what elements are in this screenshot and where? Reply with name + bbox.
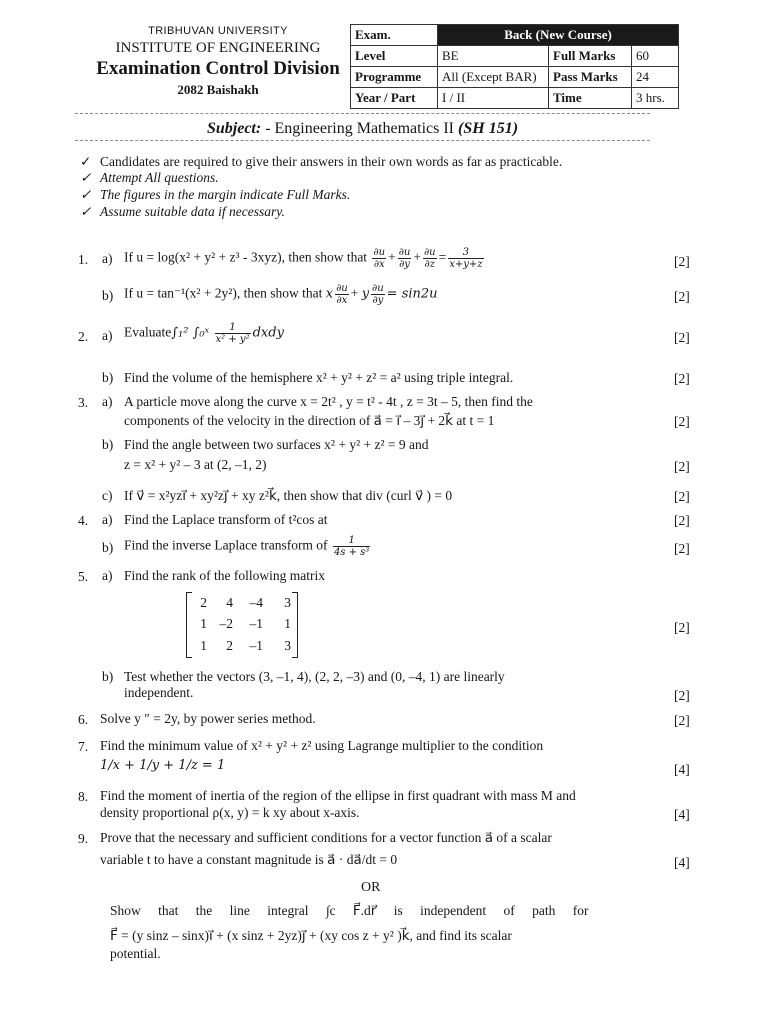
question-4a-marks: [2] xyxy=(674,513,690,528)
instruction-3: ✓ The figures in the margin indicate Full Marks. xyxy=(80,187,351,202)
question-4-number: 4. xyxy=(78,513,89,528)
question-7-line2: 1/x + 1/y + 1/z = 1 xyxy=(100,758,226,773)
question-5b-label: b) xyxy=(102,669,114,684)
matrix-row: 1 –2 –1 1 xyxy=(200,616,291,631)
exam-value: Back (New Course) xyxy=(438,25,679,46)
question-1-number: 1. xyxy=(78,252,89,267)
time-label: Time xyxy=(549,88,632,109)
matrix-row: 2 4 –4 3 xyxy=(200,595,291,610)
level-value: BE xyxy=(438,46,549,67)
question-8-line2: density proportional ρ(x, y) = k xy about x-axis. xyxy=(100,805,360,820)
question-6-marks: [2] xyxy=(674,713,690,728)
question-3b-label: b) xyxy=(102,437,114,452)
question-7-marks: [4] xyxy=(674,762,690,777)
question-3b-marks: [2] xyxy=(674,459,690,474)
question-2a-marks: [2] xyxy=(674,330,690,345)
question-8-line1: Find the moment of inertia of the region of the ellipse in first quadrant with mass M and xyxy=(100,788,576,803)
exam-session: 2082 Baishakh xyxy=(177,82,259,97)
question-3a-line1: A particle move along the curve x = 2t² , y = t² - 4t , z = 3t – 5, then find the xyxy=(124,394,533,409)
programme-label: Programme xyxy=(351,67,438,88)
question-9-line1: Prove that the necessary and sufficient conditions for a vector function a⃗ of a scalar xyxy=(100,830,552,845)
question-1b: If u = tan⁻¹(x² + 2y²), then show that x $\frac{\partial u}{\partial x}$ + y $\frac{\partial u}{\partial y}$ = sin2u xyxy=(124,283,438,306)
question-3a-line2: components of the velocity in the direction of a⃗ = i⃗ – 3j⃗ + 2k⃗ at t = 1 xyxy=(124,413,495,428)
question-9-number: 9. xyxy=(78,831,89,846)
divider-bottom xyxy=(75,140,650,141)
question-4b-marks: [2] xyxy=(674,541,690,556)
question-6: Solve y ″ = 2y, by power series method. xyxy=(100,711,316,726)
matrix-row: 1 2 –1 3 xyxy=(200,638,291,653)
question-2b-marks: [2] xyxy=(674,371,690,386)
rank-matrix xyxy=(186,592,298,658)
question-2-number: 2. xyxy=(78,329,89,344)
subject-name: - Engineering Mathematics II xyxy=(265,120,455,137)
level-label: Level xyxy=(351,46,438,67)
question-5b-line1: Test whether the vectors (3, –1, 4), (2, 2, –3) and (0, –4, 1) are linearly xyxy=(124,669,505,684)
question-3a-label: a) xyxy=(102,394,113,409)
question-2b-label: b) xyxy=(102,370,114,385)
question-3a-marks: [2] xyxy=(674,414,690,429)
question-5b-marks: [2] xyxy=(674,688,690,703)
question-9-alt-line2: F⃗ = (y sinz – sinx)i⃗ + (x sinz + 2yz)j⃗ + (xy cos z + y² )k⃗, and find its scalar xyxy=(110,928,512,943)
question-5a-marks: [2] xyxy=(674,620,690,635)
question-2a: Evaluate∫₁² ∫₀ˣ $\frac{1}{\text{x² + y²}}$ dxdy xyxy=(124,322,284,345)
question-4b-label: b) xyxy=(102,540,114,555)
division-name: Examination Control Division xyxy=(96,58,340,79)
pass-marks-value: 24 xyxy=(632,67,679,88)
question-1a-marks: [2] xyxy=(674,254,690,269)
subject-line xyxy=(75,120,650,138)
programme-value: All (Except BAR) xyxy=(438,67,549,88)
question-1a: If u = log(x² + y² + z³ - 3xyz), then show that $\frac{\partial u}{\partial x}$ + $\frac{\partial u}{\partial y}$ + $\frac{\partial u}{\partial z}$ = $\frac{3}{x+y+z}$ xyxy=(124,247,483,270)
exam-label: Exam. xyxy=(351,25,438,46)
question-7-number: 7. xyxy=(78,739,89,754)
question-1a-label: a) xyxy=(102,251,113,266)
question-6-number: 6. xyxy=(78,712,89,727)
question-9-marks: [4] xyxy=(674,855,690,870)
or-separator: OR xyxy=(361,880,381,895)
time-value: 3 hrs. xyxy=(632,88,679,109)
question-4b: Find the inverse Laplace transform of $\frac{1}{\text{4s + s³}}$ xyxy=(124,535,370,558)
instruction-2: ✓ Attempt All questions. xyxy=(80,170,219,185)
question-8-number: 8. xyxy=(78,789,89,804)
question-3b-line2: z = x² + y² – 3 at (2, –1, 2) xyxy=(124,457,267,472)
question-9-alt-line3: potential. xyxy=(110,946,161,961)
question-2b: Find the volume of the hemisphere x² + y² + z² = a² using triple integral. xyxy=(124,370,514,385)
exam-info-table xyxy=(350,24,679,109)
question-3-number: 3. xyxy=(78,395,89,410)
question-9-alt-line1: Show that the line integral ∫c F⃗.dr⃗ is independent of path for xyxy=(110,903,589,918)
year-part-value: I / II xyxy=(438,88,549,109)
question-4a: Find the Laplace transform of t²cos at xyxy=(124,512,328,527)
divider-top xyxy=(75,113,650,114)
question-3c-marks: [2] xyxy=(674,489,690,504)
institute-name: INSTITUTE OF ENGINEERING xyxy=(115,40,321,56)
question-5-number: 5. xyxy=(78,569,89,584)
question-2a-label: a) xyxy=(102,328,113,343)
year-part-label: Year / Part xyxy=(351,88,438,109)
instruction-4: ✓ Assume suitable data if necessary. xyxy=(80,204,285,219)
instruction-1: ✓ Candidates are required to give their answers in their own words as far as practicable. xyxy=(80,154,563,169)
pass-marks-label: Pass Marks xyxy=(549,67,632,88)
question-8-marks: [4] xyxy=(674,807,690,822)
question-3c-label: c) xyxy=(102,488,113,503)
subject-code: (SH 151) xyxy=(458,120,519,137)
question-3c: If v⃗ = x²yzi⃗ + xy²zj⃗ + xy z²k⃗, then show that div (curl v⃗ ) = 0 xyxy=(124,488,453,503)
full-marks-value: 60 xyxy=(632,46,679,67)
question-1b-marks: [2] xyxy=(674,289,690,304)
question-4a-label: a) xyxy=(102,512,113,527)
question-5a: Find the rank of the following matrix xyxy=(124,568,325,583)
full-marks-label: Full Marks xyxy=(549,46,632,67)
question-3b-line1: Find the angle between two surfaces x² + y² + z² = 9 and xyxy=(124,437,429,452)
question-1b-label: b) xyxy=(102,288,114,303)
university-name: TRIBHUVAN UNIVERSITY xyxy=(148,25,288,37)
question-5b-line2: independent. xyxy=(124,685,194,700)
question-7-line1: Find the minimum value of x² + y² + z² using Lagrange multiplier to the condition xyxy=(100,738,544,753)
subject-label: Subject: xyxy=(206,120,262,137)
question-5a-label: a) xyxy=(102,568,113,583)
question-9-line2: variable t to have a constant magnitude is a⃗ · da⃗/dt = 0 xyxy=(100,852,398,867)
